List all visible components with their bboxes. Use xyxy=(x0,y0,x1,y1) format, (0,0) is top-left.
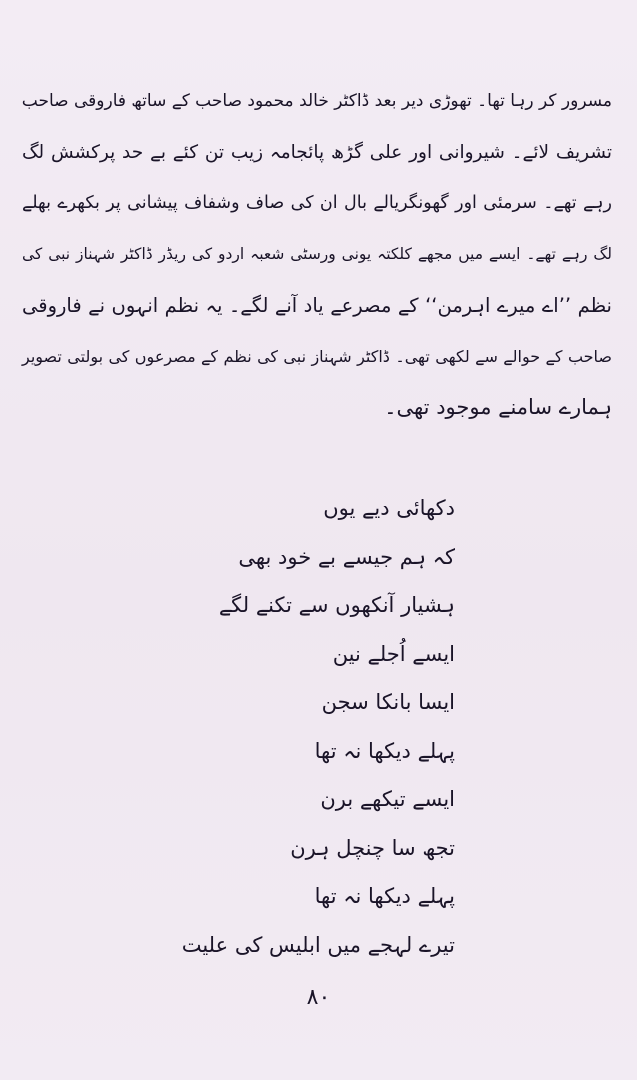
page-number: ۸۰ xyxy=(306,985,331,1010)
poem-line: تیرے لہجے میں ابلیس کی علیت xyxy=(181,932,455,957)
prose-line: لگ رہے تھے۔ ایسے میں مجھے کلکتہ یونی ورسٹی شعبہ اردو کی ریڈر ڈاکٹر شہناز نبی کی xyxy=(22,245,612,263)
prose-line: تشریف لائے۔ شیروانی اور علی گڑھ پائجامہ زیب تن کئے بے حد پرکشش لگ xyxy=(22,142,612,163)
poem-line: دکھائی دیے یوں xyxy=(323,496,455,520)
prose-line: ہمارے سامنے موجود تھی۔ xyxy=(384,395,612,419)
poem-line: ہشیار آنکھوں سے تکنے لگے xyxy=(218,593,455,617)
prose-paragraph xyxy=(22,76,612,433)
prose-line: مسرور کر رہا تھا۔ تھوڑی دیر بعد ڈاکٹر خالد محمود صاحب کے ساتھ فاروقی صاحب xyxy=(21,91,612,111)
poem-line: تجھ سا چنچل ہرن xyxy=(290,835,455,860)
poem-line: ایسے اُجلے نین xyxy=(332,641,455,666)
prose-line: رہے تھے۔ سرمئی اور گھونگریالے بال ان کی صاف وشفاف پیشانی پر بکھرے بھلے xyxy=(22,193,612,213)
poem-line: پہلے دیکھا نہ تھا xyxy=(314,884,455,908)
prose-line: صاحب کے حوالے سے لکھی تھی۔ ڈاکٹر شہناز نبی کی نظم کے مصرعوں کی بولتی تصویر xyxy=(22,347,612,366)
poem-line: کہ ہم جیسے بے خود بھی xyxy=(238,544,455,569)
poem-line: ایسے تیکھے برن xyxy=(320,787,455,811)
poem-line: پہلے دیکھا نہ تھا xyxy=(314,738,455,763)
poem-block xyxy=(181,484,455,969)
prose-line: نظم ’’اے میرے اہرمن‘‘ کے مصرعے یاد آنے لگے۔ یہ نظم انہوں نے فاروقی xyxy=(22,294,612,317)
poem-line: ایسا بانکا سجن xyxy=(321,690,455,714)
